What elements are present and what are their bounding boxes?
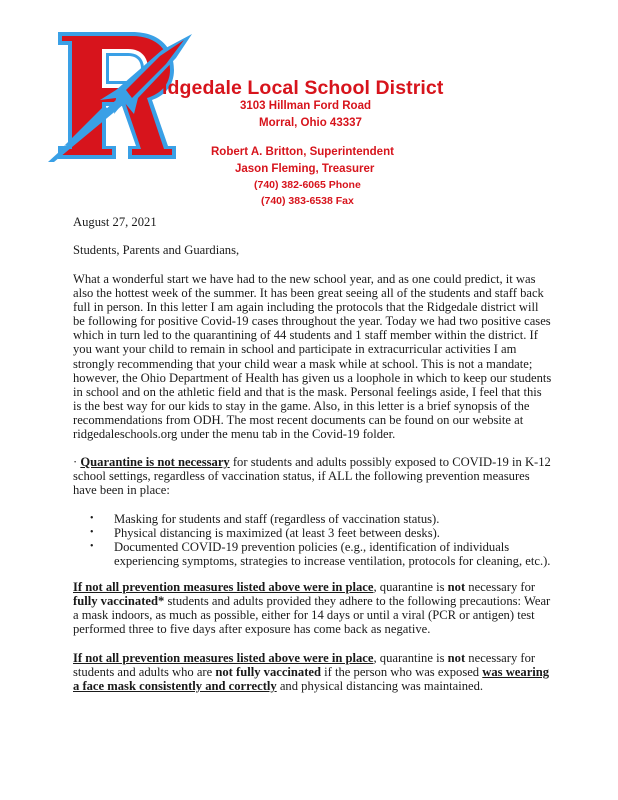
paragraph-fully-vaccinated	[73, 580, 553, 636]
salutation: Students, Parents and Guardians,	[73, 243, 240, 257]
paragraph-not-fully-vaccinated	[73, 651, 553, 693]
address-line-2: Morral, Ohio 43337	[259, 117, 362, 129]
treasurer: Jason Fleming, Treasurer	[235, 163, 375, 175]
paragraph-quarantine-not-necessary	[73, 455, 553, 497]
emphasis-not: not	[447, 651, 466, 665]
paragraph-text: for students and adults possibly exposed to COVID-19 in K-12 school settings, regardless of vaccination status, if ALL the following prevention measures have been in place:	[73, 455, 551, 498]
text: necessary for	[465, 580, 536, 594]
district-name: idgedale Local School District	[162, 77, 444, 99]
text: students and adults provided they adhere to the following precautions: Wear a mask indoors, as much as possible, either for 14 days or until a viral (PCR or antigen) test performed three to five days after exposure has come back as negative.	[73, 594, 551, 637]
address-line-1: 3103 Hillman Ford Road	[240, 100, 372, 112]
bullet-icon: •	[90, 527, 94, 539]
text: , quarantine is	[373, 580, 448, 594]
list-item-text: Documented COVID-19 prevention policies (e.g., identification of individuals experiencing symptoms, strategies to increase ventilation, protocols for cleaning, etc.).	[114, 540, 551, 569]
phone-number: (740) 382-6065 Phone	[254, 179, 361, 191]
emphasis-lead: If not all prevention measures listed above were in place	[73, 580, 374, 594]
emphasis-lead: If not all prevention measures listed above were in place	[73, 651, 374, 665]
bullet-icon: •	[90, 541, 94, 553]
list-item-text: Physical distancing is maximized (at least 3 feet between desks).	[114, 526, 440, 541]
emphasis-not: not	[447, 580, 466, 594]
list-item	[90, 526, 560, 540]
list-item	[90, 512, 560, 526]
bullet-icon: •	[90, 513, 94, 524]
prevention-measures-list	[90, 512, 560, 568]
text: and physical distancing was maintained.	[276, 679, 484, 694]
list-item	[90, 540, 560, 568]
text: , quarantine is	[373, 651, 448, 665]
emphasis-fully-vaccinated: fully vaccinated*	[73, 594, 165, 609]
list-item-text: Masking for students and staff (regardless of vaccination status).	[114, 512, 440, 526]
text: necessary for students and adults who are	[73, 651, 536, 680]
lead-mark: ·	[73, 455, 81, 469]
superintendent: Robert A. Britton, Superintendent	[211, 146, 394, 158]
emphasis-mask-worn-correctly: was wearing a face mask consistently and correctly	[73, 665, 550, 694]
paragraph-intro: What a wonderful start we have had to the new school year, and as one could predict, it was also the hottest week of the summer. It has been great seeing all of the students and staff back full in person. In this letter I am again including the protocols that the Ridgedale district will be following for positive Covid-19 cases throughout the year. Today we had two positive cases which in turn led to the quarantining of 44 students and 1 staff member within the district. If you want your child to remain in school and participate in extracurricular activities I am strongly recommending that your child wear a mask while at school. This is not a mandate; however, the Ohio Department of Health has given us a loophole in which to keep our students in school and on the athletic field and that is the mask. Personal feelings aside, I feel that this is the best way for our kids to stay in the game. Also, in this letter is a brief synopsis of the recommendations from ODH. The most recent documents can be found on our website at ridgedaleschools.org under the menu tab in the Covid-19 folder.	[73, 272, 552, 442]
fax-number: (740) 383-6538 Fax	[261, 195, 354, 207]
text: if the person who was exposed	[321, 665, 483, 680]
emphasis-not-fully-vaccinated: not fully vaccinated	[215, 665, 322, 680]
letter-date: August 27, 2021	[73, 215, 157, 229]
emphasis-quarantine-not-necessary: Quarantine is not necessary	[80, 455, 230, 469]
